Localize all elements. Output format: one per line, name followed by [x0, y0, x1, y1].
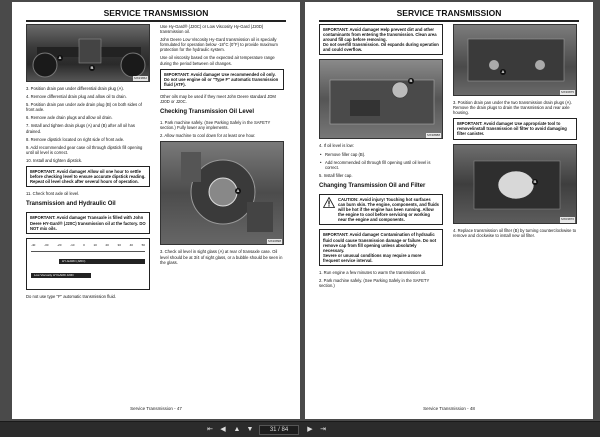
bullet-item: • Remove filler cap (B). — [319, 152, 443, 157]
bullet-item: • Add recommended oil through fill opening until oil level is correct. — [319, 160, 443, 170]
change-step-2: 2. Park machine safely. (See Parking Safely in the SAFETY section.) — [319, 278, 430, 289]
callout-b: B — [409, 78, 413, 84]
filler-cap-photo — [319, 59, 443, 139]
important-box-contamination — [319, 229, 443, 266]
caution-text: CAUTION: Avoid injury! Touching hot surfaces can burn skin. The engine, components, and fluids will be hot if the engine has been running. Allow the engine to cool before servicing or working near the engine and components. — [338, 196, 439, 223]
viscosity-bar-j20d: Low Viscosity HYGARD J20D — [31, 273, 91, 278]
image-code: MX38888 — [427, 133, 440, 138]
page-number-field[interactable] — [259, 425, 299, 435]
filter-step-4: 4. Replace transmission oil filter (B) by turning counterclockwise to remove and clockwise to install new oil filter. — [453, 227, 577, 238]
page-47 — [12, 2, 300, 419]
caution-box — [319, 194, 443, 225]
paragraph: John Deere Low Viscosity Hy-Gard transmission oil is specially formulated for operation below -18°C (0°F) to provide maximum protection for the hydraulic system. — [160, 37, 278, 53]
section-heading-check: Checking Transmission Oil Level — [160, 109, 255, 116]
check-step-1: 1. Park machine safely. (See Parking Safely in the SAFETY section.) Fully lower any implements. — [160, 120, 271, 131]
page-down-icon[interactable]: ▼ — [246, 426, 254, 433]
step-5: 5. Position drain pan under axle drain plug (B) on both sides of front axle. — [26, 102, 142, 113]
viscosity-bar-j20c: HY-GARD (J20C) — [59, 259, 145, 264]
left-column-1 — [26, 24, 150, 302]
viscosity-chart — [26, 238, 150, 290]
next-page-icon[interactable]: ▶ — [307, 426, 313, 433]
paragraph: Use Hy-Gard® (J20C) or Low Viscosity Hy-Gard (J20D) transmission oil. — [160, 24, 264, 35]
check-step-2: 2. Allow machine to cool down for at least one hour. — [160, 133, 256, 139]
callout-a: A — [501, 69, 505, 74]
total-pages: / 84 — [278, 427, 289, 433]
page-48 — [305, 2, 593, 419]
page-header: SERVICE TRANSMISSION — [26, 8, 286, 22]
section-heading-change: Changing Transmission Oil and Filter — [319, 182, 426, 189]
change-step-1: 1. Run engine a few minutes to warm the transmission oil. — [319, 269, 427, 275]
sight-glass-photo — [160, 141, 284, 245]
scale-label: 50 — [141, 242, 145, 247]
page-footer: Service Transmission - 47 — [130, 406, 182, 411]
paragraph: Other oils may be used if they meet John Deere standard JDM J20D or J20C. — [160, 93, 276, 105]
section-heading-oil: Transmission and Hydraulic Oil — [26, 201, 116, 208]
important-box-recommended-oil: IMPORTANT: Avoid damage! Use recommended oil only. Do not use engine oil or "Type F" automatic transmission fluid (ATF). — [160, 69, 284, 90]
check-step-3: 3. Check oil level in sight glass (A) at rear of transaxle case. Oil level should be at 3/4 of sight glass, or a bubble should be seen in the glass. — [160, 249, 283, 265]
oil-filter-illustration — [454, 145, 577, 224]
box-text: Severe or unusual conditions may require a more frequent service interval. — [323, 252, 422, 263]
callout-a: A — [236, 188, 240, 194]
callout-b: B — [90, 65, 94, 70]
page-up-icon[interactable]: ▲ — [233, 426, 241, 433]
important-box-filter-tool: IMPORTANT: Avoid damage! Use appropriate tool to remove/install transmission oil filter to avoid damaging filter canister. — [453, 118, 577, 139]
step-9: 9. Add recommended gear case oil through dipstick fill opening until oil level is correct. — [26, 144, 143, 155]
page-footer: Service Transmission - 48 — [423, 406, 475, 411]
image-code: MX23862 — [134, 75, 147, 80]
step-7: 7. Install and tighten drain plugs (A) and (B) after all oil has drained. — [26, 123, 135, 134]
scale-label: 40 — [129, 242, 133, 247]
last-page-icon[interactable]: ⇥ — [320, 426, 326, 433]
important-box-contaminants — [319, 24, 443, 55]
right-column-2 — [453, 24, 577, 241]
box-text: IMPORTANT: Avoid damage! Help prevent dirt and other contaminants from entering the transmission. Clean area around fill cap before removing. — [323, 27, 437, 43]
axle-illustration — [27, 25, 150, 82]
important-box-hygard: IMPORTANT: Avoid damage! Transaxle is filled with John Deere HY-Gard® (J20C) transmission oil at the factory. DO NOT mix oils. — [26, 212, 150, 233]
drain-plug-illustration — [454, 25, 577, 96]
image-code: MX20898 — [268, 239, 281, 244]
page-header: SERVICE TRANSMISSION — [319, 8, 579, 22]
important-box-settle: IMPORTANT: Avoid damage! Allow oil one hour to settle before checking level to ensure accurate dipstick reading. Repeat oil level check after several hours of operation. — [26, 166, 150, 187]
scale-line — [31, 251, 145, 252]
image-code: MX36875 — [561, 89, 574, 94]
scale-label: -30 — [44, 242, 49, 247]
oil-filter-photo — [453, 144, 577, 224]
warning-icon — [323, 197, 335, 208]
box-text: IMPORTANT: Avoid damage! Contamination of hydraulic fluid could cause transmission damage or failure. Do not remove cap from fill opening unless absolutely necessary. — [323, 232, 437, 253]
temperature-scale — [31, 243, 145, 249]
scale-label: 30 — [117, 242, 121, 247]
transaxle-illustration — [161, 142, 284, 245]
step-8: 8. Remove dipstick located on right side of front axle. — [26, 136, 125, 142]
drain-step-3: 3. Position drain pan under the two transmission drain plugs (A). Remove the drain plugs to drain the transmission and rear axle housing. — [453, 100, 572, 116]
scale-label: 20 — [105, 242, 109, 247]
left-column-2 — [160, 24, 284, 268]
paragraph: Use oil viscosity based on the expected air temperature range during the period between oil changes. — [160, 55, 275, 66]
callout-b: B — [533, 178, 537, 184]
callout-a: A — [58, 55, 62, 60]
right-column-1 — [319, 24, 443, 291]
previous-page-icon[interactable]: ◀ — [220, 426, 226, 433]
step-3: 3. Position drain pan under differential drain plug (A). — [26, 86, 124, 91]
scale-label: 0 — [83, 242, 85, 247]
scale-label: -10 — [70, 242, 75, 247]
viewer-toolbar — [0, 421, 600, 437]
step-6: 6. Remove axle drain plugs and allow oil drain. — [26, 115, 113, 121]
step-4: 4. Remove differential drain plug and allow oil to drain. — [26, 94, 127, 100]
filler-cap-illustration — [320, 60, 443, 139]
differential-drain-photo — [26, 24, 150, 82]
current-page: 31 — [269, 427, 277, 433]
box-text: Do not overfill transmission. Oil expands during operation and could overflow. — [323, 42, 439, 53]
scale-label: 10 — [93, 242, 97, 247]
scale-label: -40 — [31, 242, 36, 247]
image-code: MX03876 — [561, 217, 574, 222]
step-5: 5. Install filler cap. — [319, 172, 353, 178]
step-4: 4. If oil level is low: — [319, 143, 354, 149]
scale-label: -20 — [57, 242, 62, 247]
note-type-f: Do not use type "F" automatic transmission fluid. — [26, 293, 117, 299]
drain-plug-photo — [453, 24, 577, 96]
first-page-icon[interactable]: ⇤ — [207, 426, 213, 433]
step-11: 11. Check front axle oil level. — [26, 191, 80, 197]
step-10: 10. Install and tighten dipstick. — [26, 157, 83, 163]
